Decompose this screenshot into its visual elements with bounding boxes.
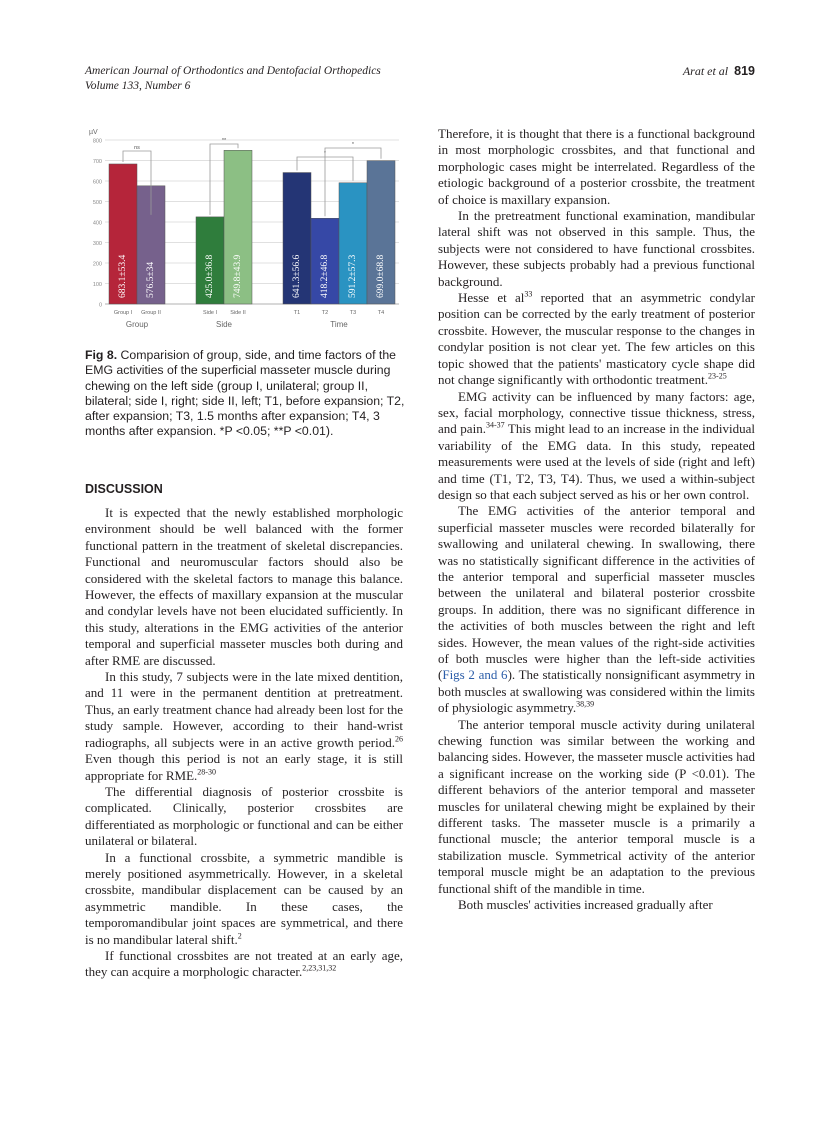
y-tick-label: 700 [92, 159, 102, 165]
paragraph-text: This might lead to an increase in the individual variability of the EMG data. In this study, repeated measurements were used at the levels of side (right and left) and time (T1, T2, T3, T4). Thus, we used a within-subject design so that each subject served as his or her own control. [438, 421, 755, 502]
paragraph [438, 126, 755, 208]
y-tick-label: 800 [92, 138, 102, 145]
paragraph-text: Therefore, it is thought that there is a functional background in most morphologic crossbites, and that functional and morphologic cases might be interrelated. Regardless of the etiologic background of a posterior crossbite, the treatment of choice is maxillary expansion. [438, 126, 755, 207]
paragraph [438, 717, 755, 897]
paragraph-text: Even though this period is not an early stage, it is still appropriate for RME. [85, 751, 403, 783]
paragraph [85, 948, 403, 981]
paragraph-text: ). The statistically nonsignificant asymmetry in both muscles at swallowing was considered within the limits of physiologic asymmetry. [438, 667, 755, 716]
paragraph-text: EMG activity can be influenced by many factors: age, sex, facial morphology, connective tissue thickness, stress, and pain. [438, 388, 755, 437]
category-label: Side II [230, 310, 246, 316]
y-tick-label: 0 [98, 302, 102, 309]
y-tick-label: 500 [92, 200, 102, 206]
significance-label: * [351, 142, 355, 148]
significance-label: ** [221, 138, 227, 144]
left-column [85, 505, 403, 981]
journal-volume: Volume 133, Number 6 [85, 80, 191, 92]
significance-label: * [323, 151, 327, 157]
paragraph-text: The differential diagnosis of posterior crossbite is complicated. Clinically, posterior crossbites are differentiated as morphologic or functional and can be either unilateral or bilateral. [85, 783, 403, 849]
y-tick-label: 100 [92, 282, 102, 288]
paragraph-text: In the pretreatment functional examination, mandibular lateral shift was not observed in this sample. Thus, the subjects were not considered to have functional crossbites. However, these subjects probably had a previous functional background. [438, 208, 755, 289]
category-label: Group II [141, 310, 161, 316]
group-label: Side [215, 320, 233, 329]
paragraph-text: Both muscles' activities increased gradually after [458, 897, 713, 913]
bar-value-label: 749.8±43.9 [233, 254, 244, 298]
paragraph [85, 669, 403, 784]
paragraph [438, 389, 755, 504]
running-header-left [85, 64, 381, 94]
section-heading: DISCUSSION [85, 482, 163, 496]
bar-value-label: 683.1±53.4 [118, 254, 129, 298]
bar-value-label: 699.0±68.8 [376, 254, 387, 298]
caption-text: Comparision of group, side, and time factors of the EMG activities of the superficial masseter muscle during chewing on the left side (group I, unilateral; group II, bilateral; side I, right; side II, left; T1, before expansion; T2, after expansion; T3, 1.5 months after expansion; T4, 3 months after expansion. *P <0.05; **P <0.01). [85, 348, 405, 439]
running-authors: Arat et al [682, 64, 729, 78]
y-tick-label: 200 [92, 261, 102, 268]
bar-chart [85, 122, 403, 334]
significance-label: ns [134, 145, 140, 151]
figure-caption [85, 348, 405, 440]
bar-value-label: 425.0±36.8 [205, 254, 216, 298]
citation: 34-37 [485, 420, 505, 430]
y-tick-label: 400 [92, 220, 102, 227]
citation: 33 [524, 289, 533, 299]
right-column [438, 126, 755, 914]
paragraph-text: The EMG activities of the anterior temporal and superficial masseter muscles were recorded bilaterally for swallowing and unilateral chewing. In swallowing, there was no statistically significant difference in the activities of the anterior temporal and superficial masseter muscles between the unilateral and bilateral posterior crossbite groups. In addition, there was no significant difference in the activities of both muscles between the right and left sides. However, the mean values of the right-side activities of both muscles were higher than the left-side activities ( [438, 503, 755, 683]
paragraph-text: In a functional crossbite, a symmetric mandible is merely positioned asymmetrically. However, in a skeletal crossbite, mandibular displacement can be caused by an asymmetric mandible. In these cases, the temporomandibular joint spaces are symmetrical, and there is no mandibular lateral shift. [85, 849, 403, 947]
citation: 23-25 [708, 371, 727, 381]
paragraph-text: It is expected that the newly established morphologic environment should be well balanced with the former functional pattern in the treatment of skeletal discrepancies. Functional and neuromuscular factors should also be considered with the skeletal factors to manage this balance. However, the effects of maxillary expansion at the muscular and condylar levels have not been elucidated sufficiently. In this study, alterations in the EMG activities of the anterior temporal and superficial masseter muscles both during and after RME are discussed. [85, 505, 403, 668]
category-label: Side I [202, 310, 218, 316]
category-label: Group I [113, 310, 133, 316]
category-label: T4 [377, 310, 385, 316]
group-label: Time [330, 320, 348, 329]
paragraph [85, 505, 403, 669]
figure-link[interactable]: Figs 2 and 6 [442, 667, 508, 683]
bar-value-label: 576.5±34 [146, 261, 157, 298]
running-header-right [683, 64, 755, 79]
citation: 2 [237, 931, 242, 941]
category-label: T3 [349, 310, 357, 316]
paragraph-text: In this study, 7 subjects were in the late mixed dentition, and 11 were in the permanent dentition at pretreatment. Thus, an early treatment chance had already been lost for the study sample. However, according to their hand-wrist radiographs, all subjects were in an active growth period. [85, 669, 403, 750]
citation: 26 [395, 734, 403, 744]
paragraph [438, 897, 755, 913]
y-axis-unit: µV [89, 129, 98, 136]
paragraph [85, 784, 403, 850]
group-label: Group [125, 320, 149, 329]
paragraph [438, 208, 755, 290]
bar-value-label: 418.2±46.8 [320, 254, 331, 298]
paragraph-text: reported that an asymmetric condylar position can be corrected by the early treatment of posterior crossbite. However, the muscular response to the changes in condylar position is not clear yet. The few articles on this topic showed that the patients' masticatory cycle shape did not change significantly with orthodontic treatment. [438, 290, 756, 388]
paragraph [85, 850, 403, 948]
bar-value-label: 641.3±56.6 [292, 254, 303, 298]
caption-label: Fig 8. [85, 348, 118, 362]
citation: 38,39 [576, 699, 595, 709]
y-tick-label: 600 [92, 179, 102, 186]
citation: 2,23,31,32 [302, 964, 337, 974]
paragraph-text: Hesse et al [458, 290, 525, 306]
category-label: T2 [321, 310, 329, 316]
page-number: 819 [734, 64, 755, 78]
paragraph [438, 290, 755, 388]
paragraph [438, 503, 755, 716]
paragraph-text: The anterior temporal muscle activity during unilateral chewing function was similar between the working and balancing sides. However, the masseter muscle activities had a significant increase on the working side (P <0.01). The different behaviors of the anterior temporal and masseter muscles for unilateral chewing might be explained by their different tasks. The masseter muscle is a primarily a functional muscle; the anterior temporal muscle is a stabilization muscle. Symmetrical activity of the anterior temporal muscle might be an adaptation to the previous functional shift of the mandible in time. [438, 716, 755, 896]
paragraph-text: If functional crossbites are not treated at an early age, they can acquire a morphologic character. [85, 947, 403, 980]
figure-8 [85, 122, 403, 334]
bar-value-label: 591.2±57.3 [348, 254, 359, 298]
y-tick-label: 300 [92, 241, 102, 247]
category-label: T1 [293, 310, 301, 316]
citation: 28-30 [197, 767, 216, 777]
journal-name: American Journal of Orthodontics and Dentofacial Orthopedics [85, 65, 381, 77]
